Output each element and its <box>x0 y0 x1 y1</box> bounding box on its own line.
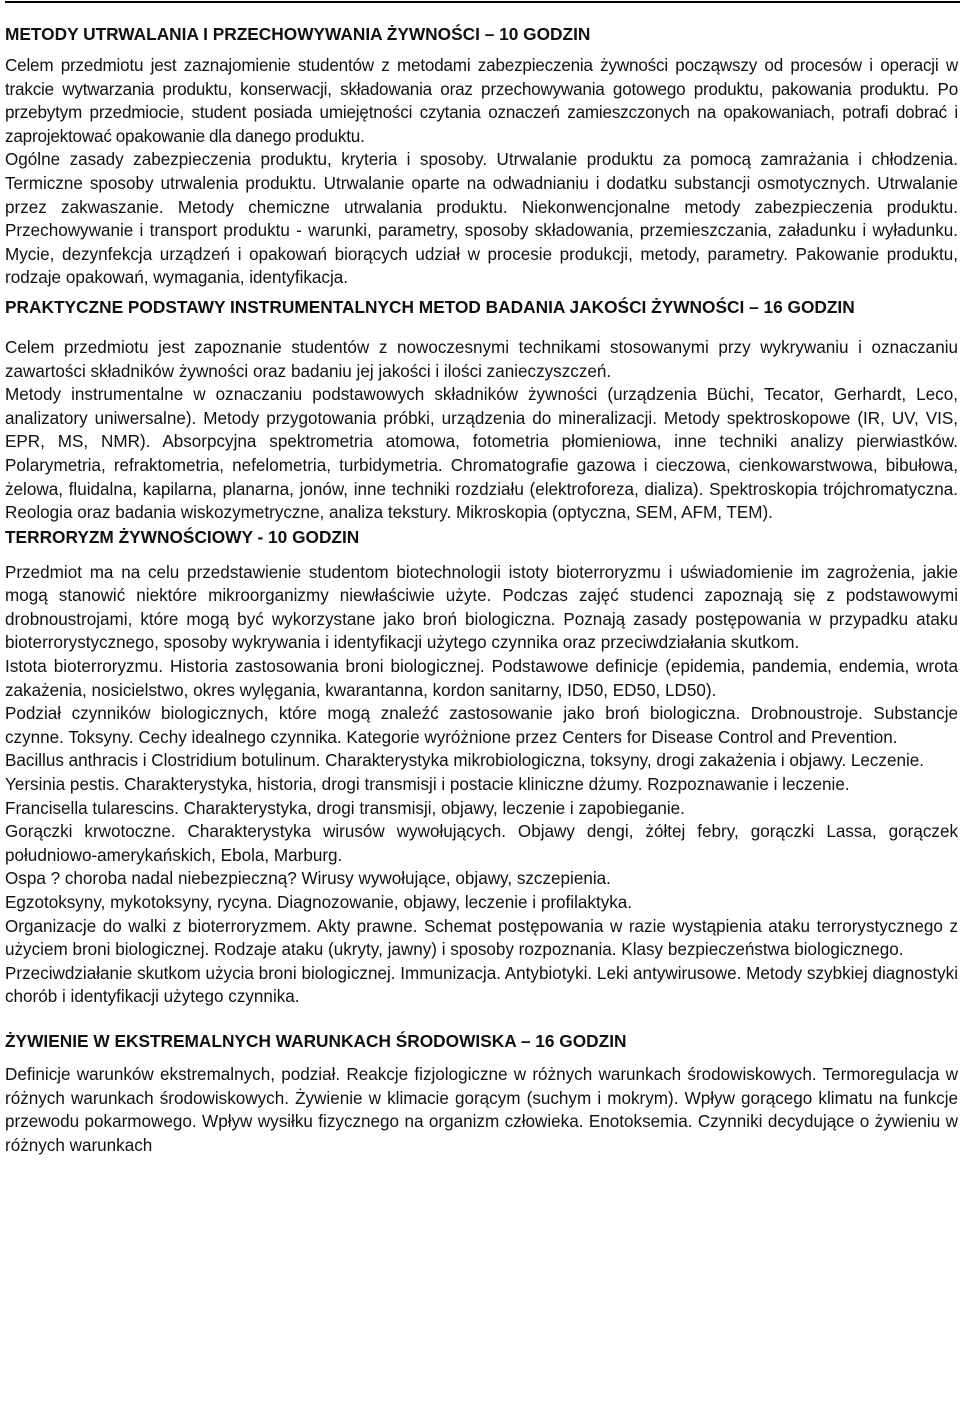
paragraph: Przeciwdziałanie skutkom użycia broni biologicznej. Immunizacja. Antybiotyki. Leki antywirusowe. Metody szybkiej diagnostyki chorób i identyfikacji użytego czynnika. <box>5 963 958 1007</box>
section-food-terrorism <box>5 525 958 1009</box>
paragraph: Celem przedmiotu jest zapoznanie studentów z nowoczesnymi technikami stosowanymi przy wykrywaniu i oznaczaniu zawartości składników żywności oraz badaniu jej jakości i ilości zanieczyszczeń. <box>5 337 958 381</box>
paragraph: Podział czynników biologicznych, które mogą znaleźć zastosowanie jako broń biologiczna. Drobnoustroje. Substancje czynne. Toksyny. Cechy idealnego czynnika. Kategorie wyróżnione przez Centers for Disease Control and Prevention. <box>5 704 958 747</box>
section-heading: METODY UTRWALANIA I PRZECHOWYWANIA ŻYWNOŚCI – 10 GODZIN <box>5 24 591 44</box>
paragraph: Egzotoksyny, mykotoksyny, rycyna. Diagnozowanie, objawy, leczenie i profilaktyka. <box>5 893 633 912</box>
section-extreme-nutrition <box>5 1029 958 1157</box>
top-rule <box>5 1 960 3</box>
section-heading: PRAKTYCZNE PODSTAWY INSTRUMENTALNYCH METOD BADANIA JAKOŚCI ŻYWNOŚCI – 16 GODZIN <box>5 296 855 317</box>
paragraph: Istota bioterroryzmu. Historia zastosowania broni biologicznej. Podstawowe definicje (epidemia, pandemia, endemia, wrota zakażenia, nosicielstwo, okres wylęgania, kwarantanna, kordon sanitarny, ID50, ED50, LD50). <box>5 657 958 700</box>
paragraph: Yersinia pestis. Charakterystyka, historia, drogi transmisji i postacie kliniczne dżumy. Rozpoznawanie i leczenie. <box>5 775 850 795</box>
paragraph: Gorączki krwotoczne. Charakterystyka wirusów wywołujących. Objawy dengi, żółtej febry, gorączki Lassa, gorączek południowo-amerykańskich, Ebola, Marburg. <box>5 822 958 865</box>
paragraph: Ospa ? choroba nadal niebezpieczną? Wirusy wywołujące, objawy, szczepienia. <box>5 869 611 889</box>
document-page <box>5 22 958 1157</box>
paragraph: Przedmiot ma na celu przedstawienie studentom biotechnologii istoty bioterroryzmu i uświadomienie im zagrożenia, jakie mogą stanowić niektóre mikroorganizmy niewłaściwie użyte. Podczas zajęć studenci zapoznają się z podstawowymi drobnoustrojami, które mogą być wykorzystane jako broń biologiczna. Poznają zasady postępowania w przypadku ataku bioterrorystycznego, sposoby wykrywania i identyfikacji użytego czynnika oraz przeciwdziałania skutkom. <box>5 562 958 653</box>
section-heading: TERRORYZM ŻYWNOŚCIOWY - 10 GODZIN <box>5 526 360 547</box>
paragraph: Ogólne zasady zabezpieczenia produktu, kryteria i sposoby. Utrwalanie produktu za pomocą zamrażania i chłodzenia. Termiczne sposoby utrwalenia produktu. Utrwalanie oparte na odwadnianiu i dodatku substancji osmotycznych. Utrwalanie przez zakwaszanie. Metody chemiczne utrwalania produktu. Niekonwencjonalne metody zabezpieczenia produktu. Przechowywanie i transport produktu - warunki, parametry, sposoby składowania, przemieszczania, załadunku i wyładunku. Mycie, dezynfekcja urządzeń i opakowań biorących udział w procesie produkcji, metody, parametry. Pakowanie produktu, rodzaje opakowań, wymagania, identyfikacja. <box>5 150 958 288</box>
paragraph: Celem przedmiotu jest zaznajomienie studentów z metodami zabezpieczenia żywności począwszy od procesów i operacji w trakcie wytwarzania produktu, konserwacji, składowania oraz przechowywania gotowego produktu, pakowania produktu. Po przebytym przedmiocie, student posiada umiejętności czytania oznaczeń zamieszczonych na opakowaniach, potrafi dobrać i zaprojektować opakowanie dla danego produktu. <box>5 56 958 146</box>
paragraph: Francisella tularescins. Charakterystyka, drogi transmisji, objawy, leczenie i zapobieganie. <box>5 798 685 818</box>
paragraph: Definicje warunków ekstremalnych, podział. Reakcje fizjologiczne w różnych warunkach środowiskowych. Termoregulacja w różnych warunkach środowiskowych. Żywienie w klimacie gorącym (suchym i mokrym). Wpływ gorącego klimatu na funkcje przewodu pokarmowego. Wpływ wysiłku fizycznego na organizm człowieka. Enotoksemia. Czynniki decydujące o żywieniu w różnych warunkach <box>5 1064 958 1155</box>
section-heading: ŻYWIENIE W EKSTREMALNYCH WARUNKACH ŚRODOWISKA – 16 GODZIN <box>5 1030 627 1051</box>
section-preservation-methods <box>5 22 958 290</box>
paragraph: Organizacje do walki z bioterroryzmem. Akty prawne. Schemat postępowania w razie wystąpienia ataku terrorystycznego z użyciem broni biologicznej. Rodzaje ataku (ukryty, jawny) i sposoby rozpoznania. Klasy bezpieczeństwa biologicznego. <box>5 916 958 960</box>
paragraph: Bacillus anthracis i Clostridium botulinum. Charakterystyka mikrobiologiczna, toksyny, drogi zakażenia i objawy. Leczenie. <box>5 751 925 771</box>
section-instrumental-methods <box>5 292 958 525</box>
paragraph: Metody instrumentalne w oznaczaniu podstawowych składników żywności (urządzenia Büchi, Tecator, Gerhardt, Leco, analizatory uniwersalne). Metody przygotowania próbki, urządzenia do mineralizacji. Metody spektroskopowe (IR, UV, VIS, EPR, MS, NMR). Absorpcyjna spektrometria atomowa, fotometria płomieniowa, inne techniki analizy pierwiastków. Polarymetria, refraktometria, nefelometria, turbidymetria. Chromatografie gazowa i cieczowa, cienkowarstwowa, bibułowa, żelowa, fluidalna, kapilarna, planarna, jonów, inne techniki rozdziału (elektroforeza, dializa). Spektroskopia trójchromatyczna. Reologia oraz badania wiskozymetryczne, analiza tekstury. Mikroskopia (optyczna, SEM, AFM, TEM). <box>5 385 958 523</box>
